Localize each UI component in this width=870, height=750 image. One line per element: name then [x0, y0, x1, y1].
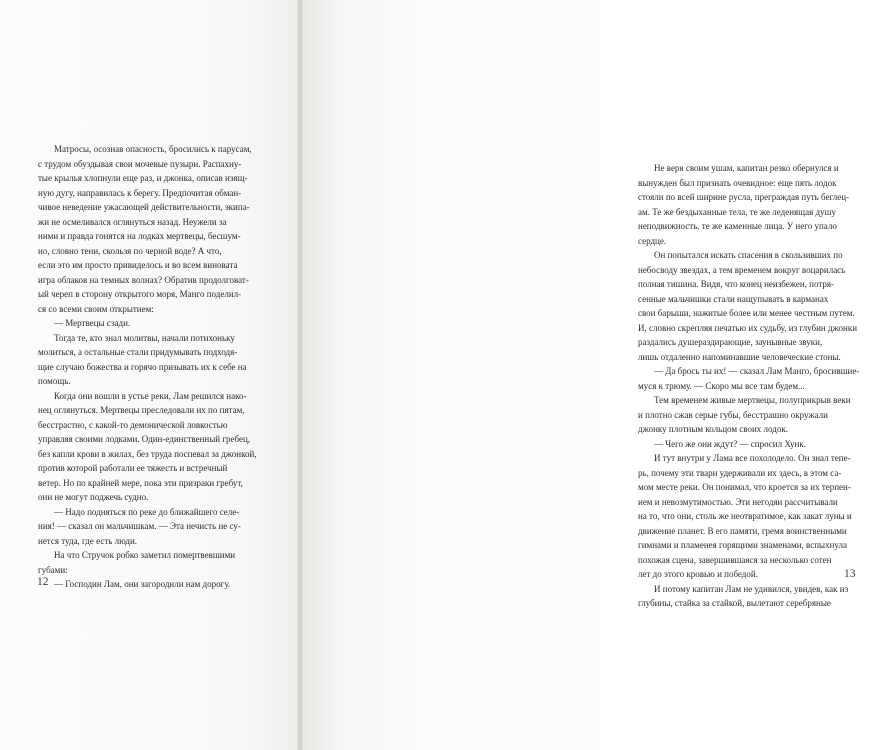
text-line: И тут внутри у Лама все похолодело. Он знал тепе-: [654, 453, 851, 463]
text-line: И потому капитан Лам не удивился, увидев, как из: [654, 583, 849, 594]
text-line: ними и правда гонятся на лодках мертвецы, бесшум-: [38, 231, 241, 241]
text-line: жи не осмеливался оглянуться назад. Неужели за: [38, 216, 227, 227]
text-line: свои барыши, нажитые более или менее честным путем.: [638, 308, 855, 318]
text-line: Не веря своим ушам, капитан резко обернулся и: [654, 163, 839, 173]
text-line: ную дугу, направилась к берегу. Предпочитая обман-: [38, 187, 242, 198]
text-line: они не могут поджечь судно.: [38, 492, 149, 502]
text-line: раздались душераздирающие, заунывные звуки,: [638, 337, 823, 347]
text-line: — Надо подняться по реке до ближайшего селе-: [54, 506, 240, 517]
left-page-text: [38, 142, 284, 592]
page-number: 12: [37, 576, 49, 588]
text-line: глубины, стайка за стайкой, вылетают серебряные: [638, 598, 831, 608]
text-line: полная тишина. Видя, что конец неизбежен, потря-: [638, 279, 835, 289]
text-line: щие случаю божества и горячо призывать их к себе на: [38, 361, 247, 372]
text-line: Тем временем живые мертвецы, полуприкрыв веки: [654, 395, 851, 405]
text-line: ием и невозмутимостью. Эти негодяи рассчитывали: [638, 496, 838, 507]
text-line: движение планет. В его памяти, гремя воинственными: [638, 525, 847, 536]
right-page: [300, 0, 860, 750]
left-page: [0, 0, 300, 750]
text-line: и плотно сжав серые губы, бесстрашно окружали: [638, 409, 828, 420]
text-line: ветер. Но по крайней мере, пока эти призраки гребут,: [38, 477, 243, 488]
text-line: вынужден был признать очевидное: еще пять лодок: [638, 177, 837, 188]
text-line: губами:: [38, 564, 68, 575]
text-line: сенные мальчишки стали нащупывать в карманах: [638, 293, 829, 304]
text-line: с трудом обуздывая свои мочевые пузыри. Распахну-: [38, 158, 242, 169]
text-line: — Господин Лам, они загородили нам дорогу.: [54, 579, 231, 589]
text-line: Матросы, осознав опасность, бросились к парусам,: [54, 144, 252, 154]
text-line: джонку плотным кольцом своих лодок.: [638, 424, 788, 434]
text-line: ам. Те же бездыханные тела, те же леденящая душу: [638, 206, 836, 217]
text-line: лишь отдаленно напоминавшие человеческие стоны.: [638, 351, 841, 362]
text-line: сердце.: [638, 235, 667, 246]
text-line: ния! — сказал он мальчишкам. — Эта нечисть не су-: [38, 521, 241, 531]
text-line: тые крылья хлопнули еще раз, и джонка, описав изящ-: [38, 173, 248, 183]
right-page-text: [638, 161, 870, 611]
text-line: — Чего же они ждут? — спросил Хунк.: [654, 438, 806, 449]
text-line: нец оглянуться. Мертвецы преследовали их по пятам,: [38, 405, 245, 415]
text-line: молиться, а остальные стали придумывать подходя-: [38, 347, 238, 357]
text-line: помощь.: [38, 376, 71, 386]
text-line: ый череп в сторону открытого моря, Манго поделил-: [38, 289, 242, 299]
text-line: если это им просто привиделось и во всем виновата: [38, 260, 238, 270]
text-line: стояли по всей ширине русла, преграждая путь беглец-: [638, 192, 850, 202]
text-line: рь, почему эти твари удерживали их здесь, в этом са-: [638, 467, 842, 478]
text-line: Он попытался искать спасения в скользивших по: [654, 250, 843, 260]
book-gutter: [297, 0, 303, 750]
text-line: чивое неведение ужасающей действительности, экипа-: [38, 202, 250, 212]
text-line: — Мертвецы сзади.: [54, 318, 131, 328]
text-line: И, словно скрепляя печатью их судьбу, из глубин джонки: [638, 322, 858, 333]
text-line: похожая сцена, завершившаяся за несколько сотен: [638, 554, 832, 565]
text-line: гимнами и пламенея горящими знаменами, вспыхнула: [638, 540, 847, 550]
text-line: бесстрастно, с какой-то демонической ловкостью: [38, 419, 228, 430]
text-line: Тогда те, кто знал молитвы, начали потихоньку: [54, 332, 235, 343]
text-line: неподвижность, те же каменные лица. У него упало: [638, 221, 837, 231]
text-line: против которой работали ее тяжесть и встречный: [38, 463, 228, 473]
text-line: нется туда, где есть люди.: [38, 535, 138, 546]
text-line: на то, что они, столь же неотвратимое, как закат луны и: [638, 511, 852, 521]
text-line: управляя своими лодками. Один-единственный гребец,: [38, 434, 251, 444]
text-line: мом месте реки. Он понимал, что кроется за их терпен-: [638, 482, 851, 492]
text-line: ся со всеми своим открытием:: [38, 303, 154, 314]
text-line: но, словно тени, скользя по черной воде? А что,: [38, 245, 222, 256]
text-line: игра облаков на темных волнах? Обратив продолговат-: [38, 274, 249, 285]
text-line: — Да брось ты их! — сказал Лам Манго, бросившие-: [654, 366, 860, 376]
page-number: 13: [844, 568, 856, 580]
text-line: муся к трюму. — Скоро мы все там будем...: [638, 380, 805, 391]
text-line: На что Стручок робко заметил помертвевшими: [54, 550, 236, 560]
text-line: без капли крови в жилах, без труда поспевал за джонкой,: [38, 448, 257, 459]
text-line: небосводу звездах, а тем временем вокруг воцарилась: [638, 264, 846, 275]
text-line: лет до этого кровью и победой.: [638, 569, 758, 579]
text-line: Когда они вошли в устье реки, Лам решился нако-: [54, 390, 247, 401]
